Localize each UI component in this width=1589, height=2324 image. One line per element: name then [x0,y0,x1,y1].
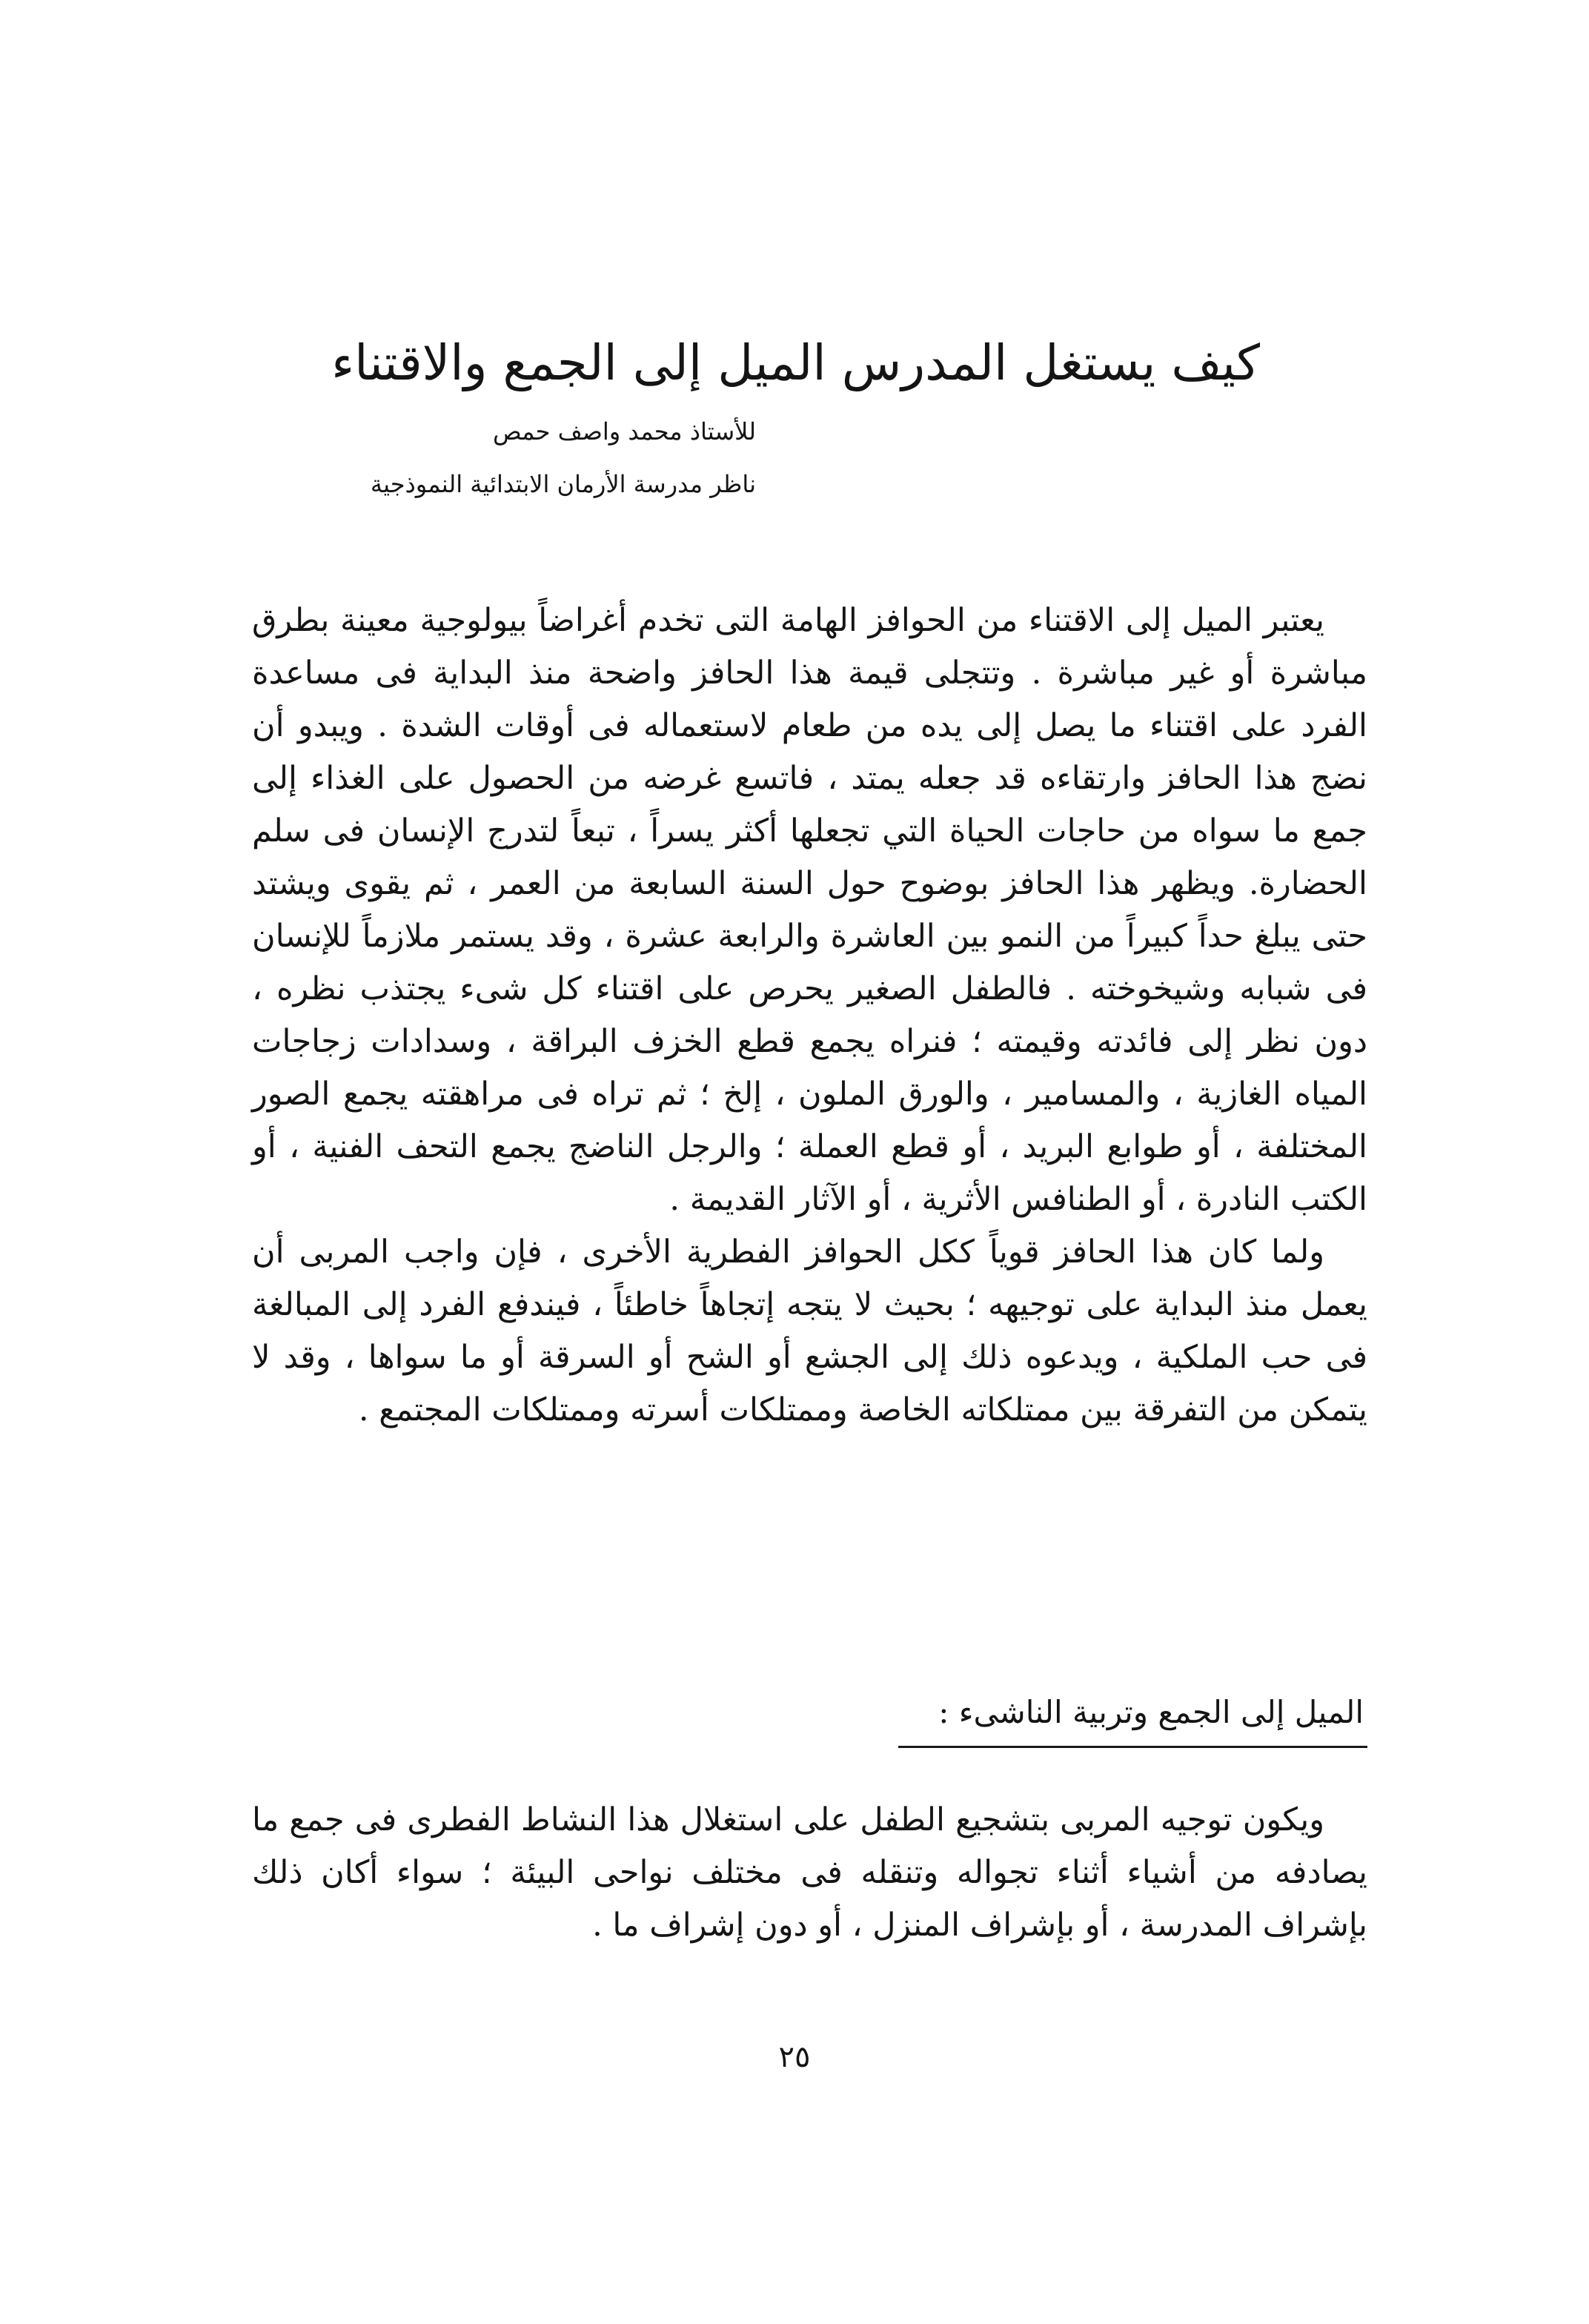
section-paragraph: ويكون توجيه المربى بتشجيع الطفل على استغلال هذا النشاط الفطرى فى جمع ما يصادفه من أشياء أثناء تجواله وتنقله فى مختلف نواحى البيئة ؛ سواء أكان ذلك بإشراف المدرسة ، أو بإشراف المنزل ، أو دون إشراف ما . [252,1801,1367,1944]
article-title: كيف يستغل المدرس الميل إلى الجمع والاقتناء [331,334,1260,391]
section-body [252,1794,1367,1952]
body-paragraph-1: يعتبر الميل إلى الاقتناء من الحوافز الهامة التى تخدم أغراضاً بيولوجية معينة بطرق مباشرة أو غير مباشرة . وتتجلى قيمة هذا الحافز واضحة منذ البداية فى مساعدة الفرد على اقتناء ما يصل إلى يده من طعام لاستعماله فى أوقات الشدة . ويبدو أن نضج هذا الحافز وارتقاءه قد جعله يمتد ، فاتسع غرضه من الحصول على الغذاء إلى جمع ما سواه من حاجات الحياة التي تجعلها أكثر يسراً ، تبعاً لتدرج الإنسان فى سلم الحضارة. ويظهر هذا الحافز بوضوح حول السنة السابعة من العمر ، ثم يقوى ويشتد حتى يبلغ حداً كبيراً من النمو بين العاشرة والرابعة عشرة ، وقد يستمر ملازماً للإنسان فى شبابه وشيخوخته . فالطفل الصغير يحرص على اقتناء كل شىء يجتذب نظره ، دون نظر إلى فائدته وقيمته ؛ فنراه يجمع قطع الخزف البراقة ، وسدادات زجاجات المياه الغازية ، والمسامير ، والورق الملون ، إلخ ؛ ثم تراه فى مراهقته يجمع الصور المختلفة ، أو طوابع البريد ، أو قطع العملة ؛ والرجل الناضج يجمع التحف الفنية ، أو الكتب النادرة ، أو الطنافس الأثرية ، أو الآثار القديمة . [252,602,1367,1218]
article-body [252,595,1367,1437]
author-role: ناظر مدرسة الأرمان الابتدائية النموذجية [370,470,756,498]
author-name: للأستاذ محمد واصف حمص [492,417,756,446]
page-number: ٢٥ [778,2040,811,2074]
section-heading: الميل إلى الجمع وتربية الناشىء : [938,1694,1364,1730]
body-paragraph-2: ولما كان هذا الحافز قوياً ككل الحوافز الفطرية الأخرى ، فإن واجب المربى أن يعمل منذ البداية على توجيهه ؛ بحيث لا يتجه إتجاهاً خاطئاً ، فيندفع الفرد إلى المبالغة فى حب الملكية ، ويدعوه ذلك إلى الجشع أو الشح أو السرقة أو ما سواها ، وقد لا يتمكن من التفرقة بين ممتلكاته الخاصة وممتلكات أسرته وممتلكات المجتمع . [252,1234,1367,1429]
section-heading-underline [898,1746,1367,1748]
